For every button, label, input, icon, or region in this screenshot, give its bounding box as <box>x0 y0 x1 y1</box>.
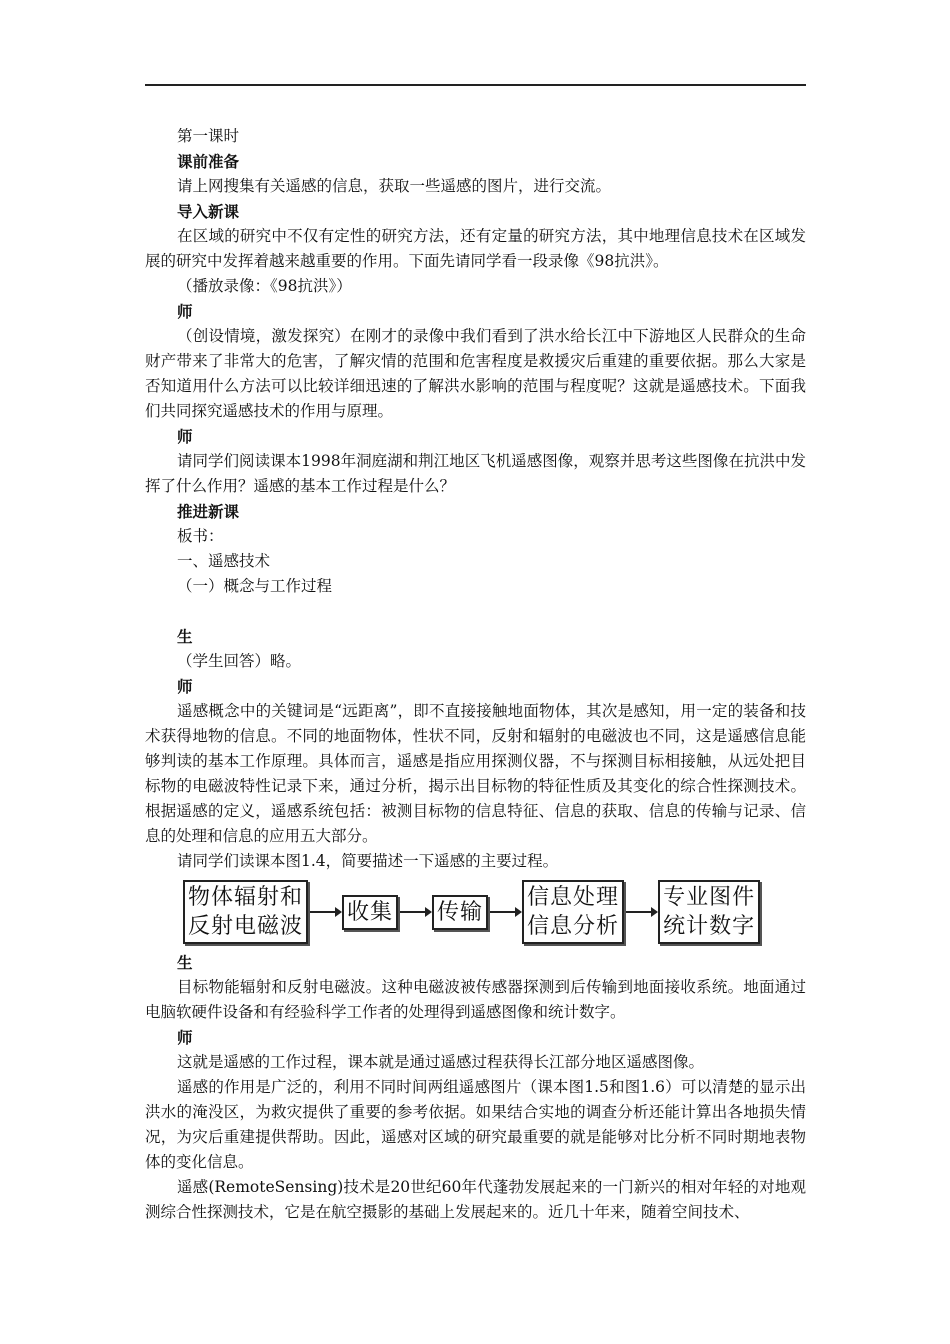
student-label: 生 <box>177 953 193 972</box>
flow-box-text: 收集 <box>347 899 394 925</box>
flow-box-collect <box>342 895 398 930</box>
header-rule <box>145 84 806 86</box>
intro-heading: 导入新课 <box>177 202 240 221</box>
lesson-period: 第一课时 <box>177 127 240 145</box>
flow-box-output <box>658 880 760 944</box>
teacher-text-4a: 这就是遥感的工作过程，课本就是通过遥感过程获得长江部分地区遥感图像。 <box>177 1053 705 1071</box>
flow-box-text: 统计数字 <box>663 914 756 939</box>
teacher-text-4c: 遥感(RemoteSensing)技术是20世纪60年代蓬勃发展起来的一门新兴的相对年轻的对地观测综合性探测技术，它是在航空摄影的基础上发展起来的。近几十年来，随着空间技术、 <box>145 1178 806 1221</box>
flow-box-text: 物体辐射和 <box>188 885 304 910</box>
remote-sensing-flowchart <box>183 880 806 944</box>
flow-box-text: 反射电磁波 <box>188 914 304 939</box>
teacher-text-4b: 遥感的作用是广泛的，利用不同时间两组遥感图片（课本图1.5和图1.6）可以清楚的显示出洪水的淹没区，为救灾提供了重要的参考依据。如果结合实地的调查分析还能计算出各地损失情况，为灾后重建提供帮助。因此，遥感对区域的研究最重要的就是能够对比分析不同时期地表物体的变化信息。 <box>145 1078 806 1171</box>
student-label: 生 <box>177 627 193 646</box>
advance-heading: 推进新课 <box>177 502 240 521</box>
intro-text: 在区域的研究中不仅有定性的研究方法，还有定量的研究方法，其中地理信息技术在区域发展的研究中发挥着越来越重要的作用。下面先请同学看一段录像《98抗洪》。 <box>145 227 806 270</box>
flow-box-text: 信息分析 <box>527 914 620 939</box>
blank-line <box>145 599 806 624</box>
arrow-right-icon <box>310 911 340 913</box>
section-heading: 一、遥感技术 <box>177 552 271 570</box>
teacher-label: 师 <box>177 427 193 446</box>
board-label: 板书： <box>177 527 224 545</box>
teacher-text-3: 遥感概念中的关键词是“远距离”，即不直接接触地面物体，其次是感知，用一定的装备和技术获得地物的信息。不同的地面物体，性状不同，反射和辐射的电磁波也不同，这是遥感信息能够判读的基本工作原理。具体而言，遥感是指应用探测仪器，不与探测目标相接触，从远处把目标物的电磁波特性记录下来，通过分析，揭示出目标物的特征性质及其变化的综合性探测技术。根据遥感的定义，遥感系统包括：被测目标物的信息特征、信息的获取、信息的传输与记录、信息的处理和信息的应用五大部分。 <box>145 702 806 845</box>
video-note: （播放录像：《98抗洪》） <box>177 277 352 295</box>
teacher-text-2: 请同学们阅读课本1998年洞庭湖和荆江地区飞机遥感图像，观察并思考这些图像在抗洪中发挥了什么作用？遥感的基本工作过程是什么？ <box>145 452 806 495</box>
flow-box-text: 传输 <box>437 899 484 925</box>
teacher-label: 师 <box>177 1028 193 1047</box>
subsection-heading: （一）概念与工作过程 <box>177 577 333 595</box>
flow-box-text: 信息处理 <box>527 885 620 910</box>
teacher-label: 师 <box>177 677 193 696</box>
flow-box-source <box>183 880 308 944</box>
arrow-right-icon <box>626 911 656 913</box>
teacher-text-1: （创设情境，激发探究）在刚才的录像中我们看到了洪水给长江中下游地区人民群众的生命财产带来了非常大的危害，了解灾情的范围和危害程度是救援灾后重建的重要依据。那么大家是否知道用什么方法可以比较详细迅速的了解洪水影响的范围与程度呢？这就是遥感技术。下面我们共同探究遥感技术的作用与原理。 <box>145 327 806 420</box>
flow-box-transmit <box>432 895 488 930</box>
student-text-1: （学生回答）略。 <box>177 652 302 670</box>
prep-text: 请上网搜集有关遥感的信息，获取一些遥感的图片，进行交流。 <box>177 177 612 195</box>
document-body <box>145 124 806 1225</box>
arrow-right-icon <box>490 911 520 913</box>
prep-heading: 课前准备 <box>177 152 240 171</box>
flow-box-text: 专业图件 <box>663 885 756 910</box>
flow-box-process <box>522 880 624 944</box>
student-text-2: 目标物能辐射和反射电磁波。这种电磁波被传感器探测到后传输到地面接收系统。地面通过电脑软硬件设备和有经验科学工作者的处理得到遥感图像和统计数字。 <box>145 978 806 1021</box>
figure-prompt: 请同学们读课本图1.4，简要描述一下遥感的主要过程。 <box>177 852 559 870</box>
arrow-right-icon <box>400 911 430 913</box>
teacher-label: 师 <box>177 302 193 321</box>
